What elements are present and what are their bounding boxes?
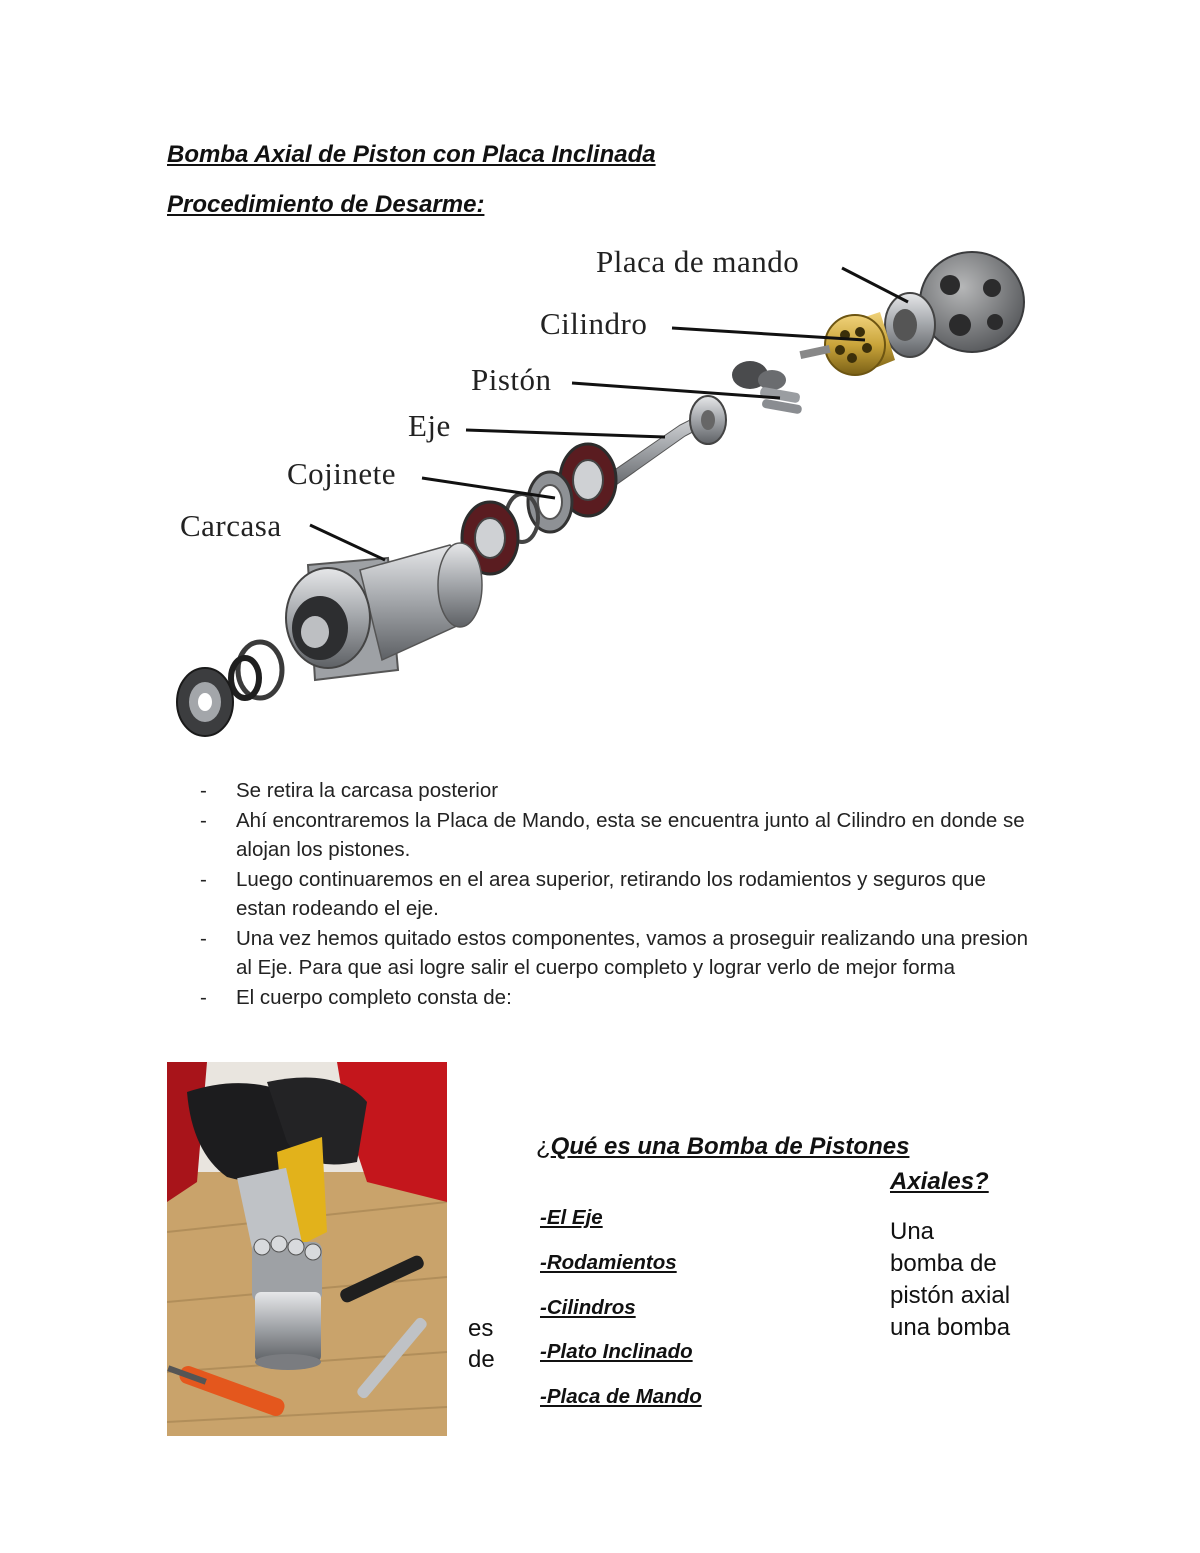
part-item: -Placa de Mando (540, 1385, 702, 1408)
procedure-list (200, 776, 1040, 1012)
list-item: - El cuerpo completo consta de: (200, 985, 512, 1009)
label-piston: Pistón (471, 362, 552, 397)
part-item: -Plato Inclinado (540, 1340, 693, 1363)
stray-text: es de (468, 1315, 495, 1373)
question-heading: ¿Qué es una Bomba de Pistones (536, 1133, 910, 1160)
list-item: - Una vez hemos quitado estos componentes, vamos a proseguir realizando una presion al Eje. Para que asi logre salir el cuerpo completo y lograr verlo de mejor forma (200, 926, 1028, 979)
list-item: - Ahí encontraremos la Placa de Mando, esta se encuentra junto al Cilindro en donde se alojan los pistones. (200, 808, 1025, 861)
piston-assembly (732, 361, 802, 414)
label-cilindro: Cilindro (540, 306, 648, 341)
label-placa-de-mando: Placa de mando (596, 244, 800, 279)
label-eje: Eje (408, 408, 451, 443)
label-carcasa: Carcasa (180, 508, 282, 543)
list-item: - Luego continuaremos en el area superior, retirando los rodamientos y seguros que estan rodeando el eje. (200, 867, 986, 920)
disassembly-photo (167, 1062, 447, 1436)
label-cojinete: Cojinete (287, 456, 397, 491)
part-item: -Cilindros (540, 1296, 636, 1319)
shaft (600, 396, 726, 492)
document-subtitle: Procedimiento de Desarme: (167, 191, 485, 218)
cylinder-block (799, 312, 895, 375)
part-item: -Rodamientos (540, 1251, 677, 1274)
list-item: - Se retira la carcasa posterior (200, 779, 499, 802)
retaining-ring (231, 642, 282, 698)
valve-plate (885, 293, 935, 357)
answer-text: Una bomba de pistón axial una bomba (890, 1218, 1011, 1341)
document-title: Bomba Axial de Piston con Placa Inclinada (167, 141, 656, 168)
housing (286, 543, 482, 680)
end-cover-plate (920, 252, 1024, 352)
front-seal (177, 668, 233, 736)
part-item: -El Eje (540, 1206, 603, 1229)
question-heading-line2: Axiales? (890, 1168, 989, 1195)
